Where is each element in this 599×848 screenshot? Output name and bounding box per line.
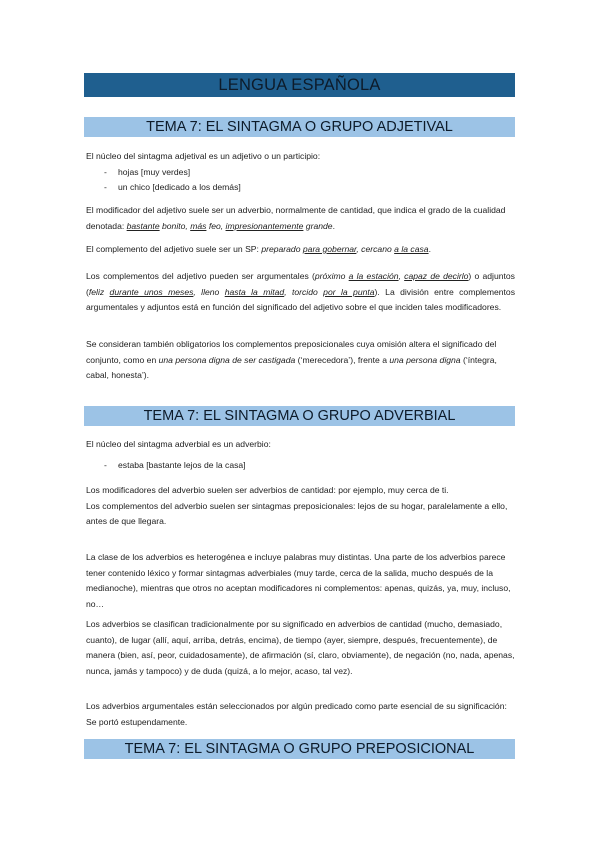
paragraph-clase-adverbios: La clase de los adverbios es heterogénea e incluye palabras muy distintas. Una parte de los adverbios parece tener contenido léxico y formar sintagmas adverbiales (muy tarde, cerca de la salida, mucho después de la medianoche), mientras que otros no aceptan modificadores ni complementos: apenas, quizás, ya, muy, incluso, no… <box>86 552 511 609</box>
list-item: - hojas [muy verdes] <box>104 166 191 177</box>
paragraph: El núcleo del sintagma adjetival es un adjetivo o un participio: <box>86 151 321 161</box>
paragraph-argumentales: Los complementos del adjetivo pueden ser argumentales (próximo a la estación, capaz de decirlo) o adjuntos (feliz durante unos meses, lleno hasta la mitad, torcido por la punta). La división entre complementos argumentales y adjuntos está en función del significado del adjetivo sobre el que inciden tales modificadores. <box>86 271 516 313</box>
paragraph-clasificacion: Los adverbios se clasifican tradicionalmente por su significado en adverbios de cantidad (mucho, demasiado, cuanto), de lugar (allí, aquí, arriba, detrás, encima), de tiempo (ayer, siempre, después, frecuentemente), de manera (bien, así, peor, cuidadosamente), de afirmación (sí, claro, obviamente), de negación (no, nada, apenas, nunca, jamás y tampoco) y de duda (quizá, a lo mejor, acaso, tal vez). <box>86 619 515 676</box>
section-heading-preposicional: TEMA 7: EL SINTAGMA O GRUPO PREPOSICIONAL <box>84 739 515 759</box>
paragraph-modificadores-adverbio: Los modificadores del adverbio suelen ser adverbios de cantidad: por ejemplo, muy cerca de ti. Los complementos del adverbio suelen ser sintagmas preposicionales: lejos de su hogar, paralelamente a ello, antes de que llegara. <box>86 485 508 527</box>
section-heading-adverbial: TEMA 7: EL SINTAGMA O GRUPO ADVERBIAL <box>84 406 515 426</box>
paragraph-argumentales-adverbio: Los adverbios argumentales están seleccionados por algún predicado como parte esencial de su significación: Se portó estupendamente. <box>86 701 507 727</box>
section-adverbial-intro <box>86 437 515 473</box>
paragraph: El núcleo del sintagma adverbial es un adverbio: <box>86 439 271 449</box>
list-item: - estaba [bastante lejos de la casa] <box>104 459 246 470</box>
section-heading-adjetival: TEMA 7: EL SINTAGMA O GRUPO ADJETIVAL <box>84 117 515 137</box>
document-title: LENGUA ESPAÑOLA <box>84 73 515 97</box>
paragraph-modificador: El modificador del adjetivo suele ser un adverbio, normalmente de cantidad, que indica el grado de la cualidad denotada: bastante bonito, más feo, impresionantemente grande. <box>86 205 506 231</box>
section-adjetival-body <box>86 149 515 196</box>
paragraph-complemento: El complemento del adjetivo suele ser un SP: preparado para gobernar, cercano a la casa. <box>86 244 431 254</box>
paragraph-obligatorios: Se consideran también obligatorios los complementos preposicionales cuya omisión altera el significado del conjunto, como en una persona digna de ser castigada (‘merecedora’), frente a una persona digna (‘íntegra, cabal, honesta’). <box>86 339 497 381</box>
list-item: - un chico [dedicado a los demás] <box>104 182 241 193</box>
